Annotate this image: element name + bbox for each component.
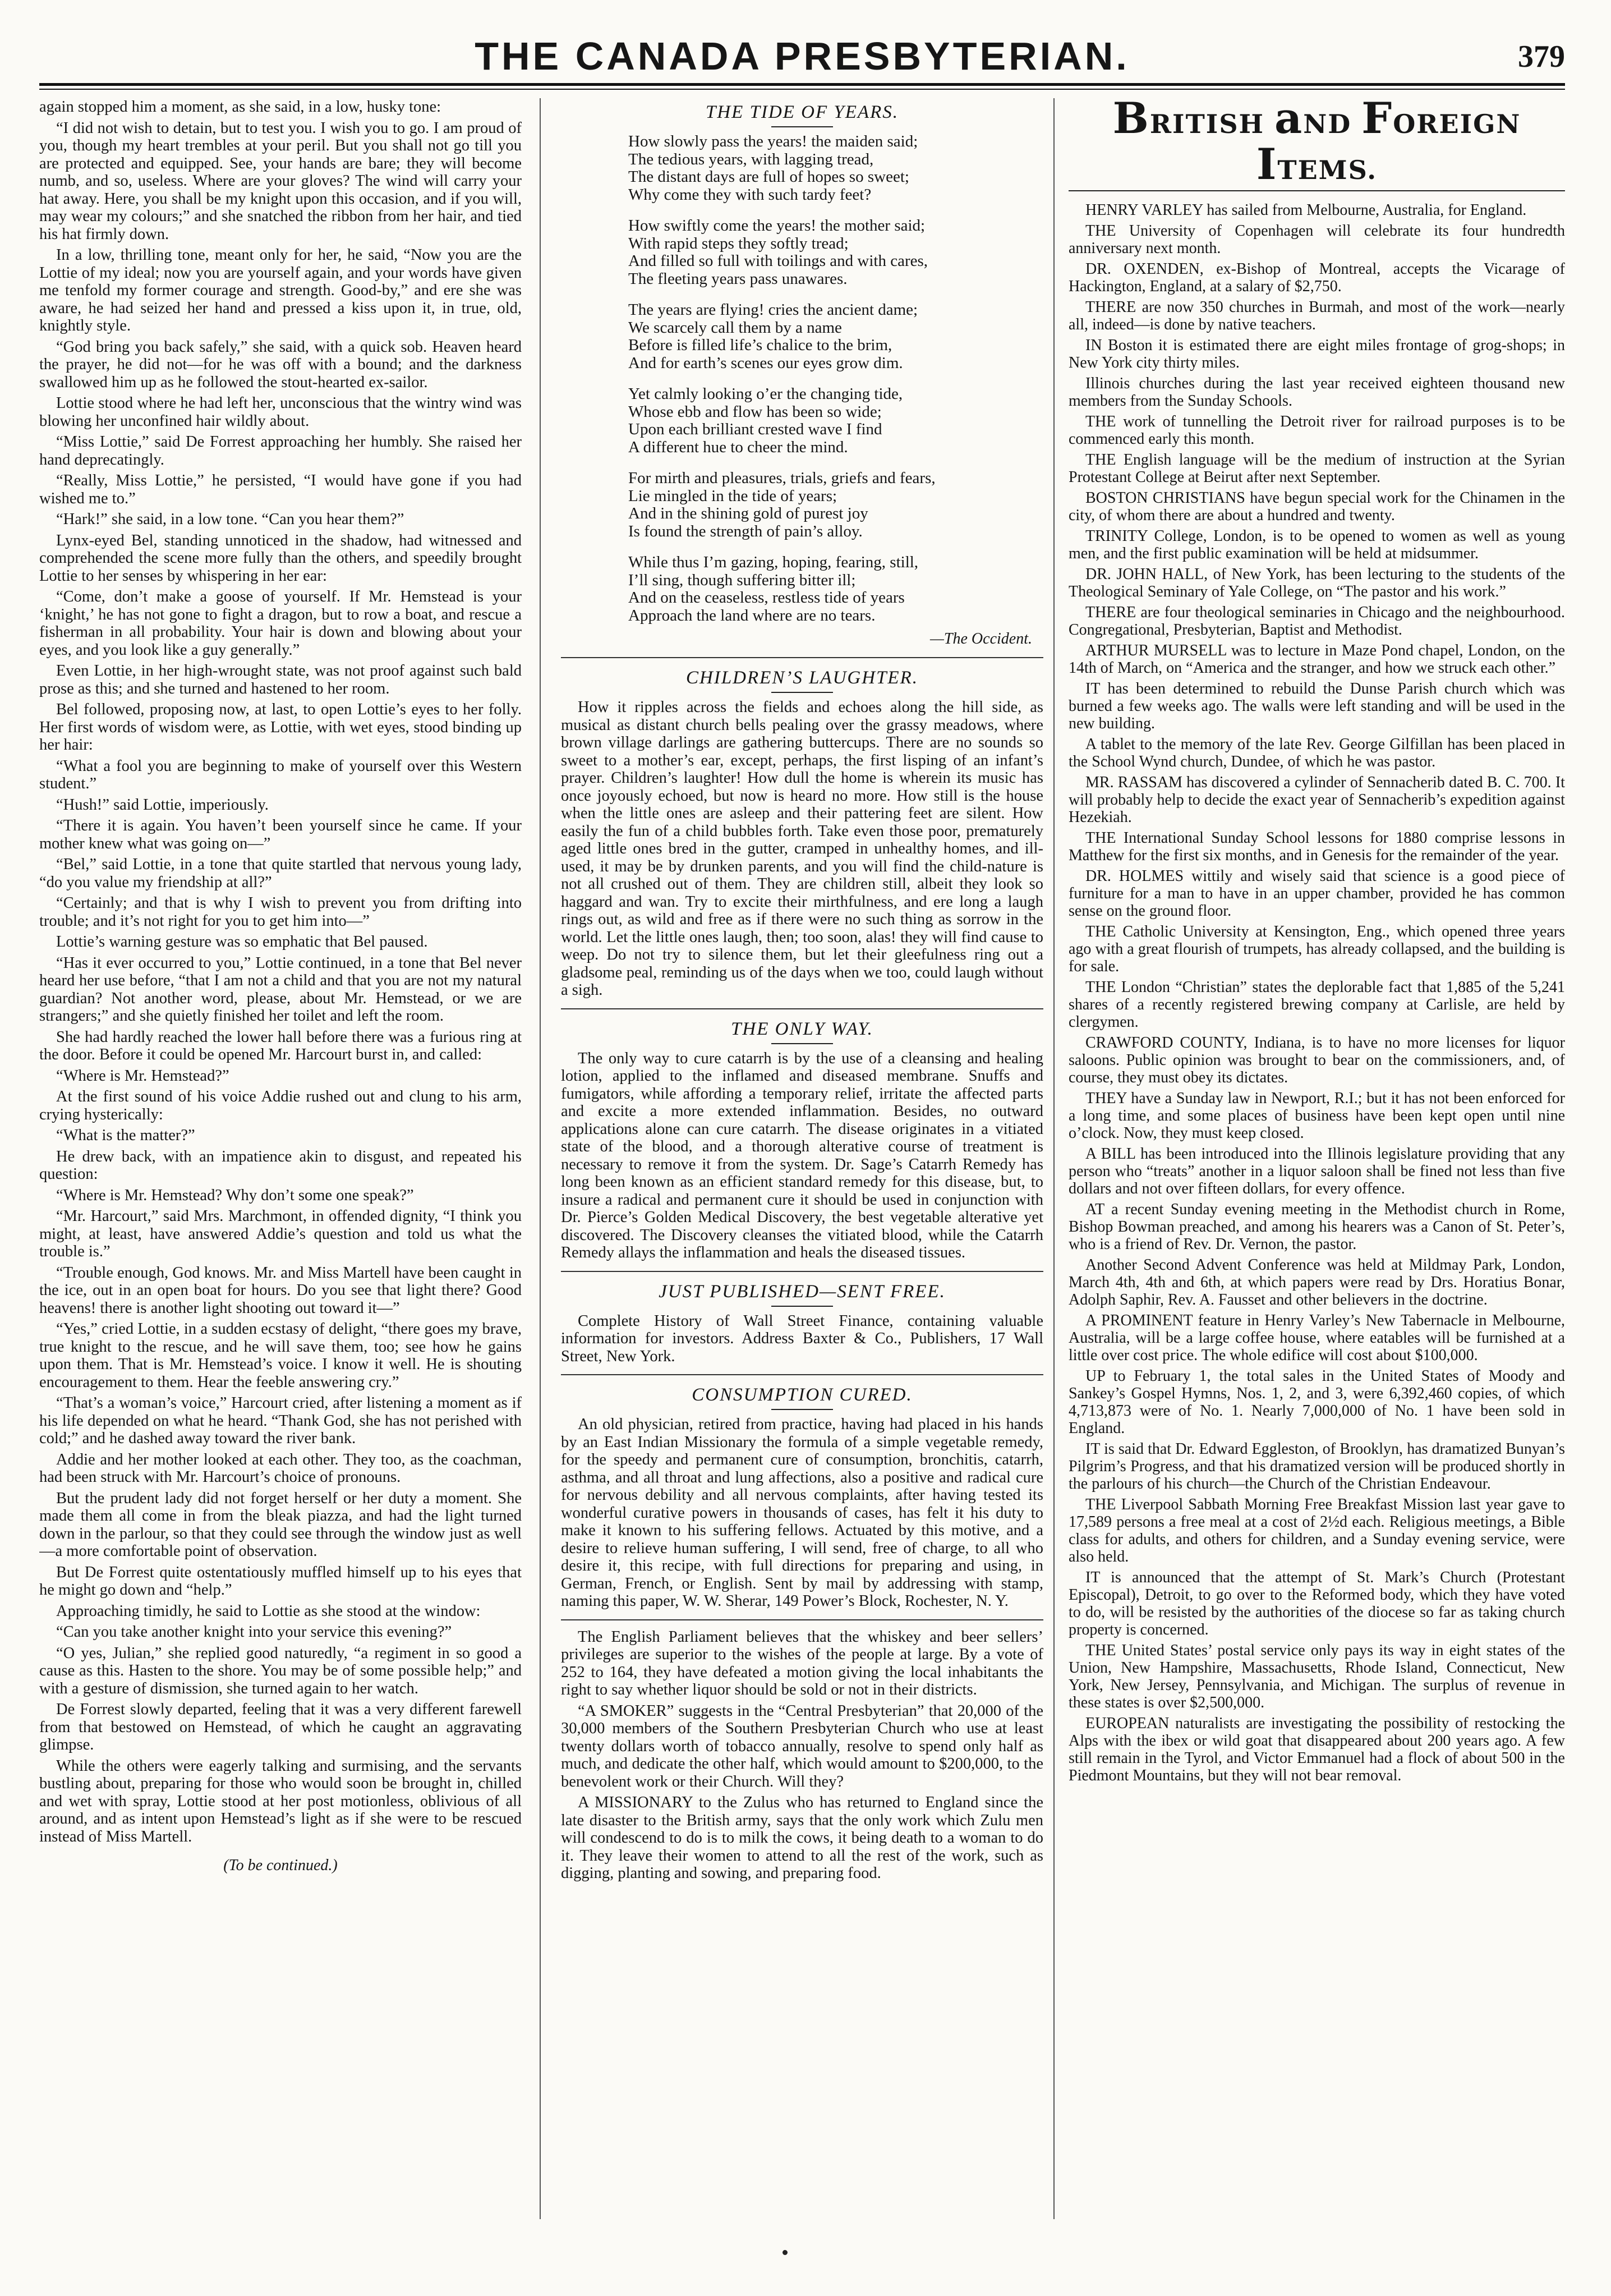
- middle-news-items: [561, 1628, 1043, 1882]
- poem-line: And on the ceaseless, restless tide of years: [628, 589, 905, 607]
- news-item: ARTHUR MURSELL was to lecture in Maze Pond chapel, London, on the 14th of March, on “America and the stranger, and how we struck each other.”: [1069, 642, 1565, 677]
- news-item: THE work of tunnelling the Detroit river for railroad purposes is to be commenced early this month.: [1069, 413, 1565, 448]
- story-paragraph: “Bel,” said Lottie, in a tone that quite startled that nervous young lady, “do you value my friendship at all?”: [39, 856, 522, 891]
- article-title-consumption: CONSUMPTION CURED.: [692, 1385, 913, 1405]
- story-paragraph: “What is the matter?”: [56, 1127, 195, 1144]
- poem-line: Before is filled life’s chalice to the brim,: [628, 336, 892, 354]
- news-item: BOSTON CHRISTIANS have begun special work for the Chinamen in the city, of whom there are about a hundred and twenty.: [1069, 489, 1565, 524]
- news-item: THE University of Copenhagen will celebrate its four hundredth anniversary next month.: [1069, 222, 1565, 257]
- story-paragraph: Approaching timidly, he said to Lottie as she stood at the window:: [56, 1602, 481, 1620]
- article-paragraph: Complete History of Wall Street Finance, containing valuable information for investors. Address Baxter & Co., Publishers, 17 Wall Street, New York.: [561, 1312, 1043, 1365]
- news-item: THERE are four theological seminaries in Chicago and the neighbourhood. Congregational, Presbyterian, Baptist and Methodist.: [1069, 604, 1565, 639]
- poem-title: THE TIDE OF YEARS.: [706, 102, 899, 122]
- section-rule: [561, 1008, 1043, 1009]
- story-paragraph: In a low, thrilling tone, meant only for her, he said, “Now you are the Lottie of my ideal; now you are yourself again, and your words have given me tenfold my former courage and strength. Good-by,” and ere she was aware, he had seized her hand and pressed a kiss upon it, in true, old, knightly style.: [39, 246, 522, 334]
- news-item: THE London “Christian” states the deplorable fact that 1,885 of the 5,241 shares of a recently registered brewing company at Carlisle, are held by clergymen.: [1069, 979, 1565, 1031]
- poem-line: The tedious years, with lagging tread,: [628, 150, 874, 168]
- poem-stanza: [628, 470, 1043, 540]
- section-heading: [1069, 98, 1565, 191]
- story-paragraphs: [39, 98, 522, 1845]
- news-item: A PROMINENT feature in Henry Varley’s New Tabernacle in Melbourne, Australia, will be a large coffee house, where eatables will be furnished at a little over cost price. The whole edifice will cost about $100,000.: [1069, 1312, 1565, 1364]
- poem-line: How slowly pass the years! the maiden said;: [628, 132, 918, 150]
- masthead: [39, 34, 1565, 79]
- news-item: THE International Sunday School lessons for 1880 comprise lessons in Matthew for the first six months, and in Genesis for the remainder of the year.: [1069, 829, 1565, 864]
- story-paragraph: “Certainly; and that is why I wish to prevent you from drifting into trouble; and it’s not right for you to get him into—”: [39, 894, 522, 930]
- news-item: THE Catholic University at Kensington, Eng., which opened three years ago with a great flourish of trumpets, has already collapsed, and the building is for sale.: [1069, 923, 1565, 975]
- news-item: DR. OXENDEN, ex-Bishop of Montreal, accepts the Vicarage of Hackington, England, at a salary of $2,750.: [1069, 260, 1565, 295]
- poem-line: Upon each brilliant crested wave I find: [628, 420, 882, 438]
- news-item: MR. RASSAM has discovered a cylinder of Sennacherib dated B. C. 700. It will probably help to decide the exact year of Sennacherib’s expedition against Hezekiah.: [1069, 774, 1565, 826]
- poem-line: The fleeting years pass unawares.: [628, 269, 848, 288]
- story-paragraph: “There it is again. You haven’t been yourself since he came. If your mother knew what was going on—”: [39, 817, 522, 852]
- news-item: HENRY VARLEY has sailed from Melbourne, Australia, for England.: [1085, 201, 1527, 219]
- news-item: DR. JOHN HALL, of New York, has been lecturing to the students of the Theological Seminary of Yale College, on “The pastor and his work.”: [1069, 566, 1565, 600]
- poem-line: How swiftly come the years! the mother said;: [628, 217, 926, 235]
- to-be-continued: (To be continued.): [223, 1857, 338, 1874]
- story-paragraph: “Miss Lottie,” said De Forrest approaching her humbly. She raised her hand deprecatingly.: [39, 433, 522, 469]
- news-item: THEY have a Sunday law in Newport, R.I.; but it has not been enforced for a long time, and some places of business have been kept open until nine o’clock. Now, they must keep closed.: [1069, 1090, 1565, 1142]
- story-paragraph: Bel followed, proposing now, at last, to open Lottie’s eyes to her folly. Her first words of wisdom were, as Lottie, with wet eyes, stood binding up her hair:: [39, 701, 522, 754]
- poem-stanza: [628, 385, 1043, 456]
- news-item: AT a recent Sunday evening meeting in the Methodist church in Rome, Bishop Bowman preached, and among his hearers was a Canon of St. Peter’s, who is a friend of Rev. Dr. Vernon, the pastor.: [1069, 1201, 1565, 1253]
- section-rule: [561, 1374, 1043, 1375]
- story-paragraph: But the prudent lady did not forget herself or her duty a moment. She made them all come in from the bleak piazza, and had the light turned down in the parlour, so that they could see through the window just as well—a more comfortable point of observation.: [39, 1489, 522, 1560]
- news-item: The English Parliament believes that the whiskey and beer sellers’ privileges are superior to the wishes of the people at large. By a vote of 252 to 164, they have defeated a motion giving the local inhabitants the right to say whether liquor should be sold or not in their districts.: [561, 1628, 1043, 1698]
- header-rule-thick: [39, 83, 1565, 86]
- poem-line: While thus I’m gazing, hoping, fearing, still,: [628, 553, 919, 571]
- news-item: THE Liverpool Sabbath Morning Free Breakfast Mission last year gave to 17,589 persons a free meal at a cost of 2½d each. Religious meetings, a Bible class for adults, and others for children, and a Sunday evening service, were also held.: [1069, 1496, 1565, 1565]
- news-item: DR. HOLMES wittily and wisely said that science is a good piece of furniture for a man to have in an upper chamber, provided he has common sense on the ground floor.: [1069, 867, 1565, 920]
- news-item: A tablet to the memory of the late Rev. George Gilfillan has been placed in the School Wynd church, Dundee, of which he was pastor.: [1069, 736, 1565, 770]
- news-item: EUROPEAN naturalists are investigating the possibility of restocking the Alps with the ibex or wild goat that disappeared about 200 years ago. A few still remain in the Tyrol, and Victor Emmanuel had a flock of about 500 in the Piedmont Mountains, but they will not bear removal.: [1069, 1715, 1565, 1784]
- news-item: A BILL has been introduced into the Illinois legislature providing that any person who “treats” another in a liquor saloon shall be fined not less than five dollars and not over fifteen dollars, for every offence.: [1069, 1145, 1565, 1197]
- poem-line: Yet calmly looking o’er the changing tide,: [628, 385, 903, 403]
- news-item: Another Second Advent Conference was held at Mildmay Park, London, March 4th, 4th and 6th, at which papers were read by Drs. Horatius Bonar, Adolph Saphir, Rev. A. Fausset and other believers in the doctrine.: [1069, 1256, 1565, 1308]
- page-number: 379: [1518, 39, 1565, 74]
- poem-line: For mirth and pleasures, trials, griefs and fears,: [628, 469, 936, 487]
- news-item: TRINITY College, London, is to be opened to women as well as young men, and the first public examination will be held at midsummer.: [1069, 527, 1565, 562]
- column-story: [39, 98, 522, 2219]
- article-title-laughter: CHILDREN’S LAUGHTER.: [685, 668, 918, 688]
- news-item: THE English language will be the medium of instruction at the Syrian Protestant College at Beirut after next September.: [1069, 451, 1565, 486]
- article-paragraph: How it ripples across the fields and echoes along the hill side, as musical as distant church bells pealing over the grassy meadows, where brown village darlings are gathering buttercups. There are no sounds so sweet to a mother’s ear, except, perhaps, the first lisping of an infant’s prayer. Children’s laughter! How dull the home is wherein its music has once joyously echoed, but now is heard no more. How still is the house when the little ones are asleep and their pattering feet are silent. How easily the fun of a child bubbles forth. Take even those poor, prematurely aged little ones bred in the gutter, cramped in unhealthy homes, and ill-used, it may be by drunken parents, and you will find the child-nature is not all crushed out of them. They are children still, albeit they look so haggard and wan. Try to excite their mirthfulness, and ere long a laugh rings out, as wild and free as if there were no such thing as sorrow in the world. Let the little ones laugh, then; too soon, alas! they will find cause to weep. Do not try to silence them, but let their gleefulness ring out a gladsome peal, reminding us of the days when we too, could laugh without a sigh.: [561, 699, 1043, 999]
- story-paragraph: “Hush!” said Lottie, imperiously.: [56, 796, 269, 814]
- story-paragraph: “Yes,” cried Lottie, in a sudden ecstasy of delight, “there goes my brave, true knight to the rescue, and he will save them, too; see how he gains upon them. That is Mr. Hemstead’s voice. I know it well. He is shouting encouragement to them. Hear the feeble answering cry.”: [39, 1320, 522, 1391]
- poem-line: And in the shining gold of purest joy: [628, 504, 868, 522]
- news-item: “A SMOKER” suggests in the “Central Presbyterian” that 20,000 of the 30,000 members of the Southern Presbyterian Church who use at least twenty dollars worth of tobacco annually, resolve to spend only half as much, and dedicate the other half, which would amount to $200,000, to the benevolent work or their Church. Will they?: [561, 1702, 1043, 1790]
- story-paragraph: “Can you take another knight into your service this evening?”: [56, 1623, 452, 1641]
- poem-line: The years are flying! cries the ancient dame;: [628, 301, 918, 319]
- poem-stanza: [628, 301, 1043, 372]
- story-paragraph: Lynx-eyed Bel, standing unnoticed in the shadow, had witnessed and comprehended the scene more fully than the others, and speedily brought Lottie to her senses by whispering in her ear:: [39, 531, 522, 585]
- story-paragraph: “Where is Mr. Hemstead?”: [56, 1067, 229, 1085]
- news-item: THE United States’ postal service only pays its way in eight states of the Union, New Hampshire, Massachusetts, Rhode Island, Connecticut, New York, New Jersey, Pennsylvania, and Michigan. The surplus of revenue in these states is over $2,500,000.: [1069, 1642, 1565, 1711]
- story-paragraph: “I did not wish to detain, but to test you. I wish you to go. I am proud of you, though my heart trembles at your peril. But you shall not go till you are protected and equipped. See, your hands are bare; they will become numb, and so, useless. Where are your gloves? The wind will carry your hat away. Here, you shall be my knight upon this occasion, and if you will, may wear my colours;” and she snatched the ribbon from her hair, and tied his hat firmly down.: [39, 119, 522, 243]
- story-paragraph: She had hardly reached the lower hall before there was a furious ring at the door. Before it could be opened Mr. Harcourt burst in, and called:: [39, 1028, 522, 1063]
- story-paragraph: “Has it ever occurred to you,” Lottie continued, in a tone that Bel never heard her use before, “that I am not a child and that you are not my natural guardian? Not another word, please, about Mr. Hemstead, or we are strangers;” and she quietly finished her toilet and left the room.: [39, 954, 522, 1025]
- article-paragraph: An old physician, retired from practice, having had placed in his hands by an East Indian Missionary the formula of a simple vegetable remedy, for the speedy and permanent cure of consumption, bronchitis, catarrh, asthma, and all throat and lung affections, also a positive and radical cure for nervous debility and all nervous complaints, after having tested its wonderful curative powers in thousands of cases, has felt it his duty to make it known to his suffering fellows. Actuated by this motive, and a desire to relieve human suffering, I will send, free of charge, to all who desire it, this recipe, with full directions for preparing and using, in German, French, or English. Sent by mail by addressing with stamp, naming this paper, W. W. Sherar, 149 Power’s Block, Rochester, N. Y.: [561, 1416, 1043, 1610]
- section-rule: [561, 1271, 1043, 1272]
- story-paragraph: At the first sound of his voice Addie rushed out and clung to his arm, crying hysterically:: [39, 1088, 522, 1123]
- title-rule: [771, 692, 833, 693]
- poem-stanza: [628, 554, 1043, 624]
- news-item: IT is said that Dr. Edward Eggleston, of Brooklyn, has dramatized Bunyan’s Pilgrim’s Progress, and that his dramatized version will be produced shortly in the parlours of his church—the Church of the Christian Endeavour.: [1069, 1440, 1565, 1493]
- article-only-way: [561, 1050, 1043, 1262]
- poem-line: With rapid steps they softly tread;: [628, 234, 849, 252]
- story-paragraph: “Where is Mr. Hemstead? Why don’t some one speak?”: [56, 1186, 414, 1204]
- story-paragraph: “Trouble enough, God knows. Mr. and Miss Martell have been caught in the ice, out in an open boat for hours. Do you see that light there? Good heavens! there is another light shooting out toward it—”: [39, 1264, 522, 1317]
- header-rule-thin: [39, 89, 1565, 90]
- poem-tide-of-years: [628, 133, 1043, 624]
- news-items: [1069, 201, 1565, 1784]
- title-rule: [771, 1306, 833, 1307]
- title-rule: [771, 1043, 833, 1044]
- news-item: A MISSIONARY to the Zulus who has returned to England since the late disaster to the British army, says that the only work which Zulu men will condescend to do is to milk the cows, it being death to a woman to do it. They leave their women to attend to all the rest of the work, such as digging, planting and sowing, and preparing food.: [561, 1794, 1043, 1882]
- story-paragraph: “Mr. Harcourt,” said Mrs. Marchmont, in offended dignity, “I think you might, at least, have answered Addie’s question and told us what the trouble is.”: [39, 1207, 522, 1260]
- news-item: CRAWFORD COUNTY, Indiana, is to have no more licenses for liquor saloons. Public opinion was brought to bear on the commissioners, and, of course, they must obey its dictates.: [1069, 1034, 1565, 1086]
- title-rule: [771, 126, 833, 127]
- article-title-only-way: THE ONLY WAY.: [731, 1018, 873, 1039]
- story-paragraph: Lottie stood where he had left her, unconscious that the wintry wind was blowing her unconfined hair wildly about.: [39, 394, 522, 430]
- poem-line: Approach the land where are no tears.: [628, 606, 876, 624]
- story-paragraph: While the others were eagerly talking and surmising, and the servants bustling about, preparing for those who would soon be brought in, chilled and wet with spray, Lottie stood at her post motionless, oblivious of all around, and as intent upon Hemstead’s light as if she were to be rescued instead of Miss Martell.: [39, 1757, 522, 1845]
- story-paragraph: “What a fool you are beginning to make of yourself over this Western student.”: [39, 757, 522, 792]
- poem-line: We scarcely call them by a name: [628, 318, 842, 337]
- column-items: [1069, 98, 1565, 2219]
- poem-line: And for earth’s scenes our eyes grow dim.: [628, 353, 903, 372]
- newspaper-title: THE CANADA PRESBYTERIAN.: [475, 34, 1130, 78]
- poem-stanza: [628, 133, 1043, 204]
- story-paragraph: “God bring you back safely,” she said, with a quick sob. Heaven heard the prayer, he did not—for he was off with a bound; and the darkness swallowed him up as he followed the stout-hearted ex-sailor.: [39, 338, 522, 391]
- story-paragraph: Addie and her mother looked at each other. They too, as the coachman, had been struck with Mr. Harcourt’s choice of pronouns.: [39, 1450, 522, 1486]
- poem-line: Is found the strength of pain’s alloy.: [628, 522, 863, 540]
- story-paragraph: “Hark!” she said, in a low tone. “Can you hear them?”: [56, 511, 404, 528]
- column-middle: [561, 98, 1043, 2219]
- story-paragraph: “O yes, Julian,” she replied good naturedly, “a regiment in so good a cause as this. Hasten to the shore. You may be of some possible help;” and with a gesture of dismission, she turned again to her watch.: [39, 1644, 522, 1697]
- poem-line: The distant days are full of hopes so sweet;: [628, 168, 909, 186]
- title-rule: [771, 1409, 833, 1410]
- poem-stanza: [628, 217, 1043, 288]
- column-divider: [540, 98, 541, 2219]
- section-rule: [561, 1619, 1043, 1620]
- news-item: UP to February 1, the total sales in the United States of Moody and Sankey’s Gospel Hymns, Nos. 1, 2, and 3, were 6,392,460 copies, of which 4,713,873 were of No. 1. Nearly 7,000,000 of No. 1 have been sold in England.: [1069, 1367, 1565, 1437]
- article-consumption: [561, 1416, 1043, 1610]
- section-rule: [561, 657, 1043, 658]
- section-heading-text: BRITISH aND FOREIGN ITEMS.: [1112, 98, 1521, 189]
- article-paragraph: The only way to cure catarrh is by the use of a cleansing and healing lotion, applied to the inflamed and diseased membrane. Snuffs and fumigators, while affording a temporary relief, irritate the affected parts and excite a more extended inflammation. Besides, no outward applications alone can cure catarrh. The disease originates in a vitiated state of the blood, and a thorough alterative course of treatment is necessary to remove it from the system. Dr. Sage’s Catarrh Remedy has long been known as an efficient standard remedy for this disease, but, to insure a radical and permanent cure it should be used in conjunction with Dr. Pierce’s Golden Medical Discovery, the best vegetable alterative yet discovered. The Discovery cleanses the vitiated blood, while the Catarrh Remedy allays the inflammation and heals the diseased tissues.: [561, 1049, 1043, 1261]
- news-item: IT has been determined to rebuild the Dunse Parish church which was burned a few weeks ago. The walls were left standing and will be used in the new building.: [1069, 680, 1565, 732]
- poem-line: Lie mingled in the tide of years;: [628, 486, 837, 505]
- story-paragraph: Even Lottie, in her high-wrought state, was not proof against such bald prose as this; and she turned and hastened to her room.: [39, 662, 522, 697]
- article-laughter: [561, 699, 1043, 999]
- poem-line: Why come they with such tardy feet?: [628, 185, 872, 204]
- story-paragraph: Lottie’s warning gesture was so emphatic that Bel paused.: [56, 933, 428, 950]
- news-item: IT is announced that the attempt of St. Mark’s Church (Protestant Episcopal), Detroit, to go over to the Reformed body, which they have voted to do, will be resisted by the authorities of the diocese so far as taking church property is concerned.: [1069, 1569, 1565, 1638]
- news-item: IN Boston it is estimated there are eight miles frontage of grog-shops; in New York city thirty miles.: [1069, 337, 1565, 371]
- poem-credit: —The Occident.: [930, 630, 1032, 648]
- news-item: THERE are now 350 churches in Burmah, and most of the work—nearly all, indeed—is done by native teachers.: [1069, 299, 1565, 333]
- column-divider: [1053, 98, 1055, 2219]
- story-paragraph: “Come, don’t make a goose of yourself. If Mr. Hemstead is your ‘knight,’ he has not gone to fight a dragon, but to row a boat, and rescue a fisherman in all probability. Your hair is down and blowing about your eyes, and you look like a guy generally.”: [39, 588, 522, 659]
- article-free: [561, 1312, 1043, 1366]
- story-paragraph: But De Forrest quite ostentatiously muffled himself up to his eyes that he might go down and “help.”: [39, 1563, 522, 1599]
- poem-line: Whose ebb and flow has been so wide;: [628, 402, 882, 421]
- story-paragraph: De Forrest slowly departed, feeling that it was a very different farewell from that bestowed on Hemstead, of which he caught an aggravating glimpse.: [39, 1701, 522, 1753]
- print-dot: [783, 2250, 788, 2255]
- poem-line: I’ll sing, though suffering bitter ill;: [628, 571, 856, 589]
- article-title-free: JUST PUBLISHED—SENT FREE.: [659, 1281, 946, 1302]
- story-paragraph: “Really, Miss Lottie,” he persisted, “I would have gone if you had wished me to.”: [39, 472, 522, 507]
- poem-line: And filled so full with toilings and with cares,: [628, 252, 928, 270]
- story-paragraph: “That’s a woman’s voice,” Harcourt cried, after listening a moment as if his life depended on what he heard. “Thank God, she has not perished with cold;” and he dashed away toward the river bank.: [39, 1394, 522, 1447]
- story-paragraph: He drew back, with an impatience akin to disgust, and repeated his question:: [39, 1147, 522, 1183]
- news-item: Illinois churches during the last year received eighteen thousand new members from the Sunday Schools.: [1069, 375, 1565, 410]
- story-paragraph: again stopped him a moment, as she said, in a low, husky tone:: [39, 98, 441, 116]
- poem-line: A different hue to cheer the mind.: [628, 438, 848, 456]
